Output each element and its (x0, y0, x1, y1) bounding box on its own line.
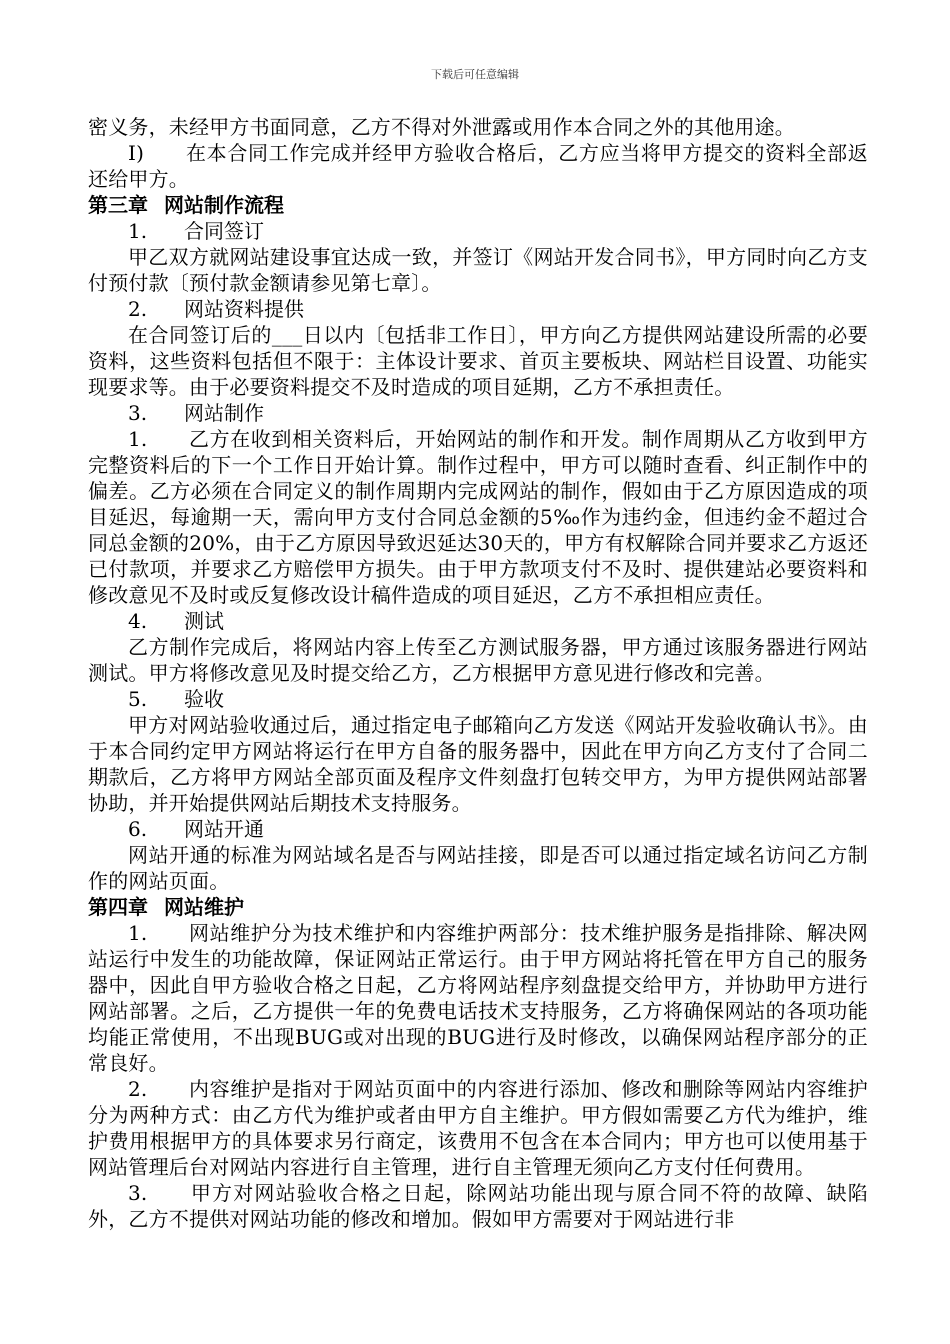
chapter-4-label: 第四章 (88, 895, 148, 919)
section-3-1-paragraph: 甲乙双方就网站建设事宜达成一致，并签订《网站开发合同书》，甲方同时向乙方支付预付款〔预付款金额请参见第七章〕。 (88, 245, 868, 295)
page-header: 下载后可任意编辑 (431, 68, 519, 81)
section-3-4-heading (88, 608, 868, 634)
intro-paragraph-2: I) 在本合同工作完成并经甲方验收合格后，乙方应当将甲方提交的资料全部返还给甲方。 (88, 141, 868, 191)
intro-paragraph-1: 密义务，未经甲方书面同意，乙方不得对外泄露或用作本合同之外的其他用途。 (88, 115, 795, 139)
section-title: 验收 (184, 687, 224, 711)
section-3-5-heading (88, 686, 868, 712)
section-3-6-paragraph: 网站开通的标准为网站域名是否与网站挂接，即是否可以通过指定域名访问乙方制作的网站页面。 (88, 843, 868, 893)
section-number: 3. (128, 401, 148, 425)
section-3-2-heading (88, 296, 868, 322)
section-number: 1. (128, 219, 148, 243)
section-4-2-paragraph: 2. 内容维护是指对于网站页面中的内容进行添加、修改和删除等网站内容维护分为两种方式：由乙方代为维护或者由甲方自主维护。甲方假如需要乙方代为维护，维护费用根据甲方的具体要求另行商定，该费用不包含在本合同内；甲方也可以使用基于网站管理后台对网站内容进行自主管理，进行自主管理无须向乙方支付任何费用。 (88, 1077, 868, 1179)
section-title: 测试 (184, 609, 224, 633)
document-body (88, 114, 868, 1232)
section-title: 合同签订 (184, 219, 264, 243)
section-number: 2. (128, 297, 148, 321)
section-number: 6. (128, 817, 148, 841)
section-3-5-paragraph: 甲方对网站验收通过后，通过指定电子邮箱向乙方发送《网站开发验收确认书》。由于本合同约定甲方网站将运行在甲方自备的服务器中，因此在甲方向乙方支付了合同二期款后，乙方将甲方网站全部页面及程序文件刻盘打包转交甲方，为甲方提供网站部署协助，并开始提供网站后期技术支持服务。 (88, 713, 868, 815)
section-title: 网站资料提供 (184, 297, 304, 321)
section-title: 网站开通 (184, 817, 264, 841)
section-4-3-paragraph: 3. 甲方对网站验收合格之日起，除网站功能出现与原合同不符的故障、缺陷外，乙方不提供对网站功能的修改和增加。假如甲方需要对于网站进行非 (88, 1181, 868, 1231)
section-3-3-paragraph: 1. 乙方在收到相关资料后，开始网站的制作和开发。制作周期从乙方收到甲方完整资料后的下一个工作日开始计算。制作过程中，甲方可以随时查看、纠正制作中的偏差。乙方必须在合同定义的制作周期内完成网站的制作，假如由于乙方原因造成的项目延迟，每逾期一天，需向甲方支付合同总金额的5‰作为违约金，但违约金不超过合同总金额的20%，由于乙方原因导致迟延达30天的，甲方有权解除合同并要求乙方返还已付款项，并要求乙方赔偿甲方损失。由于甲方款项支付不及时、提供建站必要资料和修改意见不及时或反复修改设计稿件造成的项目延迟，乙方不承担相应责任。 (88, 427, 868, 607)
chapter-4-title: 网站维护 (164, 895, 244, 919)
chapter-3-title: 网站制作流程 (164, 193, 284, 217)
section-number: 4. (128, 609, 148, 633)
section-3-6-heading (88, 816, 868, 842)
chapter-4-heading (88, 894, 868, 920)
chapter-3-label: 第三章 (88, 193, 148, 217)
section-title: 网站制作 (184, 401, 264, 425)
section-3-3-heading (88, 400, 868, 426)
section-number: 5. (128, 687, 148, 711)
section-3-1-heading (88, 218, 868, 244)
section-4-1-paragraph: 1. 网站维护分为技术维护和内容维护两部分：技术维护服务是指排除、解决网站运行中发生的功能故障，保证网站正常运行。由于甲方网站将托管在甲方自己的服务器中，因此自甲方验收合格之日起，乙方将网站程序刻盘提交给甲方，并协助甲方进行网站部署。之后，乙方提供一年的免费电话技术支持服务，乙方将确保网站的各项功能均能正常使用，不出现BUG或对出现的BUG进行及时修改，以确保网站程序部分的正常良好。 (88, 921, 868, 1075)
section-3-2-paragraph: 在合同签订后的___日以内〔包括非工作日〕，甲方向乙方提供网站建设所需的必要资料，这些资料包括但不限于：主体设计要求、首页主要板块、网站栏目设置、功能实现要求等。由于必要资料提交不及时造成的项目延期，乙方不承担责任。 (88, 323, 868, 399)
chapter-3-heading (88, 192, 868, 218)
section-3-4-paragraph: 乙方制作完成后，将网站内容上传至乙方测试服务器，甲方通过该服务器进行网站测试。甲方将修改意见及时提交给乙方，乙方根据甲方意见进行修改和完善。 (88, 635, 868, 685)
